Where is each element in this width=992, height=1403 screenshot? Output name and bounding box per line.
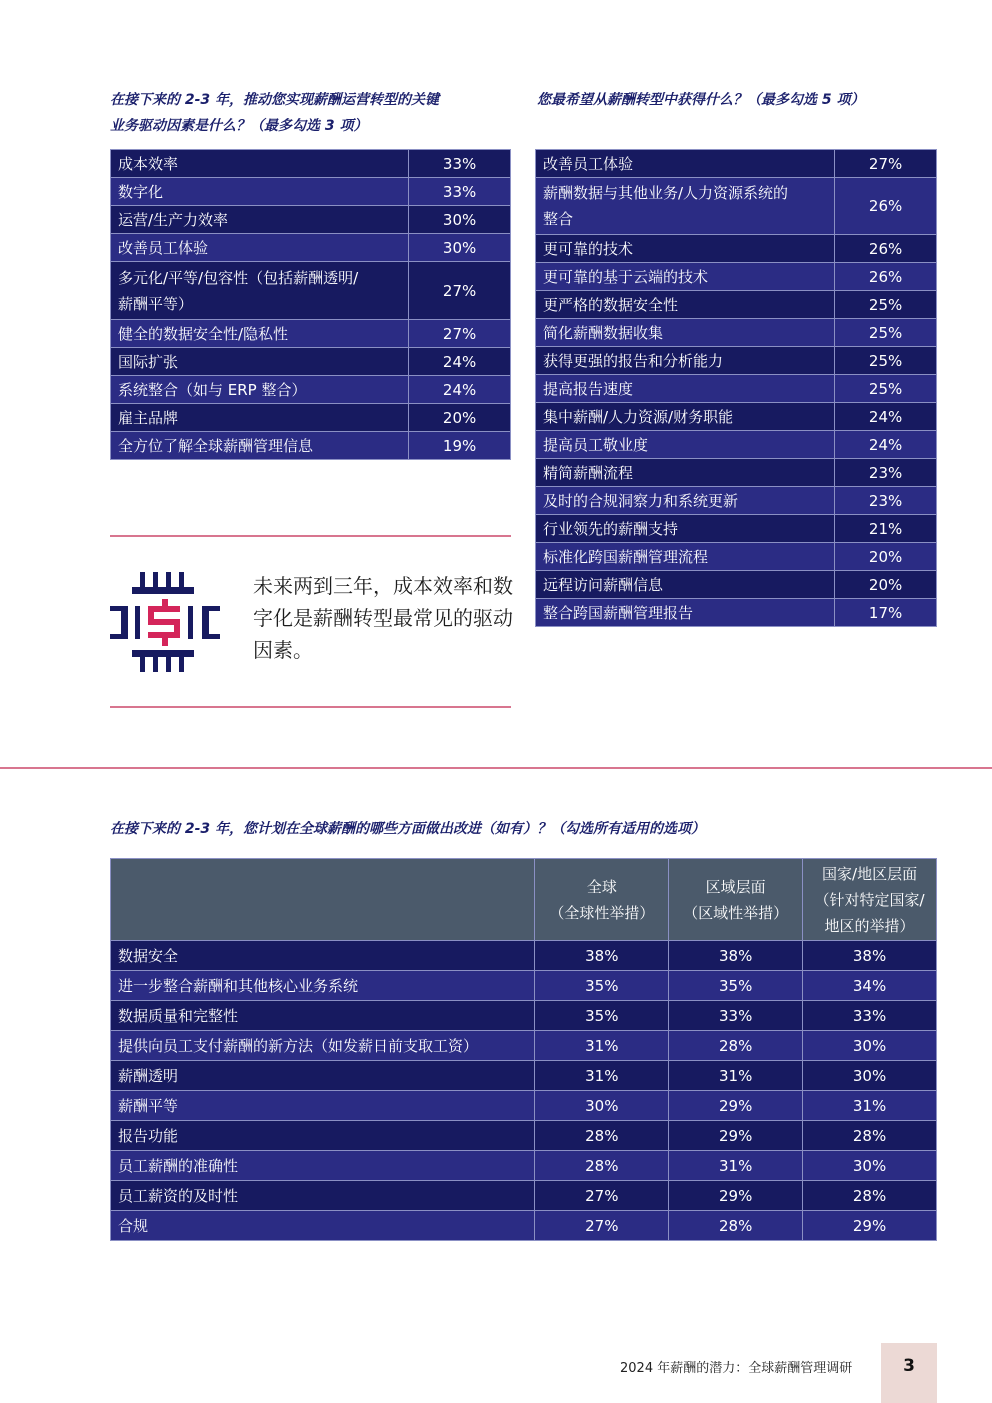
- left-question-table: [110, 149, 511, 460]
- row-label: 运营/生产力效率: [111, 206, 409, 234]
- table-row: [536, 571, 937, 599]
- left-question-title: [110, 87, 510, 139]
- row-value: 27%: [409, 262, 511, 320]
- row-value: 20%: [409, 404, 511, 432]
- row-value: 20%: [835, 571, 937, 599]
- row-label: 数字化: [111, 178, 409, 206]
- row-value: 31%: [669, 1061, 803, 1091]
- row-value: 24%: [409, 376, 511, 404]
- row-label: [111, 262, 409, 320]
- table-row: [111, 1151, 937, 1181]
- row-value: 30%: [803, 1031, 937, 1061]
- table-row: [111, 1211, 937, 1241]
- row-label: 改善员工体验: [111, 234, 409, 262]
- row-label-line1: 薪酬数据与其他业务/人力资源系统的: [543, 184, 789, 202]
- row-value: 31%: [669, 1151, 803, 1181]
- header-global: 全球 （全球性举措）: [535, 859, 669, 941]
- table-row: [111, 234, 511, 262]
- table-row: [536, 431, 937, 459]
- table-row: [536, 543, 937, 571]
- table-row: [111, 348, 511, 376]
- row-value: 23%: [835, 487, 937, 515]
- right-question-title: 您最希望从薪酬转型中获得什么？（最多勾选 5 项）: [537, 92, 865, 108]
- table-row: [536, 515, 937, 543]
- row-value: 28%: [803, 1121, 937, 1151]
- row-label: 国际扩张: [111, 348, 409, 376]
- table-row: [536, 403, 937, 431]
- table-row: [536, 487, 937, 515]
- row-value: 33%: [409, 150, 511, 178]
- table-row: [111, 262, 511, 320]
- row-label: 全方位了解全球薪酬管理信息: [111, 432, 409, 460]
- row-label: 获得更强的报告和分析能力: [536, 347, 835, 375]
- table-row: [111, 404, 511, 432]
- row-label: 合规: [111, 1211, 535, 1241]
- dollar-chip-icon: [110, 570, 222, 674]
- row-label: 标准化跨国薪酬管理流程: [536, 543, 835, 571]
- row-value: 25%: [835, 375, 937, 403]
- row-value: 25%: [835, 319, 937, 347]
- row-value: 30%: [803, 1061, 937, 1091]
- bottom-question-title: 在接下来的 2-3 年，您计划在全球薪酬的哪些方面做出改进（如有）？（勾选所有适用的选项）: [110, 821, 706, 837]
- row-value: 35%: [535, 971, 669, 1001]
- row-value: 35%: [535, 1001, 669, 1031]
- row-label: 系统整合（如与 ERP 整合）: [111, 376, 409, 404]
- row-label: 行业领先的薪酬支持: [536, 515, 835, 543]
- table-row: [536, 178, 937, 235]
- row-value: 33%: [803, 1001, 937, 1031]
- row-value: 25%: [835, 291, 937, 319]
- row-value: 28%: [669, 1211, 803, 1241]
- row-label: 更可靠的技术: [536, 235, 835, 263]
- left-question-title-line1: 在接下来的 2-3 年，推动您实现薪酬运营转型的关键: [110, 92, 440, 108]
- row-label: 薪酬平等: [111, 1091, 535, 1121]
- table-row: [111, 1061, 937, 1091]
- row-value: 30%: [535, 1091, 669, 1121]
- header-empty: [111, 859, 535, 941]
- row-label: 精简薪酬流程: [536, 459, 835, 487]
- table-row: [111, 1121, 937, 1151]
- table-row: [111, 376, 511, 404]
- row-value: 30%: [409, 206, 511, 234]
- row-value: 25%: [835, 347, 937, 375]
- row-label: 及时的合规洞察力和系统更新: [536, 487, 835, 515]
- row-value: 27%: [535, 1181, 669, 1211]
- row-value: 38%: [535, 941, 669, 971]
- row-value: 27%: [409, 320, 511, 348]
- row-value: 27%: [835, 150, 937, 178]
- table-row: [536, 375, 937, 403]
- row-value: 28%: [535, 1151, 669, 1181]
- row-value: 26%: [835, 263, 937, 291]
- row-label: 雇主品牌: [111, 404, 409, 432]
- row-value: 24%: [409, 348, 511, 376]
- row-value: 35%: [669, 971, 803, 1001]
- row-label: [536, 178, 835, 235]
- table-row: [111, 1031, 937, 1061]
- row-value: 24%: [835, 431, 937, 459]
- row-label: 数据安全: [111, 941, 535, 971]
- row-label: 进一步整合薪酬和其他核心业务系统: [111, 971, 535, 1001]
- header-country: 国家/地区层面 （针对特定国家/ 地区的举措）: [803, 859, 937, 941]
- row-value: 38%: [803, 941, 937, 971]
- row-value: 24%: [835, 403, 937, 431]
- row-value: 31%: [535, 1061, 669, 1091]
- table-row: [536, 291, 937, 319]
- row-value: 29%: [669, 1121, 803, 1151]
- row-value: 27%: [535, 1211, 669, 1241]
- row-value: 30%: [409, 234, 511, 262]
- table-row: [111, 1181, 937, 1211]
- left-question-title-line2: 业务驱动因素是什么？（最多勾选 3 项）: [110, 118, 368, 134]
- page-number: 3: [881, 1343, 937, 1403]
- callout-top-rule: [110, 535, 511, 537]
- row-value: 21%: [835, 515, 937, 543]
- table-row: [111, 206, 511, 234]
- row-label: 报告功能: [111, 1121, 535, 1151]
- row-value: 17%: [835, 599, 937, 627]
- row-value: 31%: [535, 1031, 669, 1061]
- row-label: 改善员工体验: [536, 150, 835, 178]
- row-value: 30%: [803, 1151, 937, 1181]
- row-label: 薪酬透明: [111, 1061, 535, 1091]
- table-row: [111, 432, 511, 460]
- footer-title: 2024 年薪酬的潜力：全球薪酬管理调研: [620, 1361, 853, 1376]
- row-label: 集中薪酬/人力资源/财务职能: [536, 403, 835, 431]
- row-value: 19%: [409, 432, 511, 460]
- row-value: 29%: [669, 1091, 803, 1121]
- row-value: 23%: [835, 459, 937, 487]
- row-value: 28%: [803, 1181, 937, 1211]
- table-row: [111, 178, 511, 206]
- row-label: 简化薪酬数据收集: [536, 319, 835, 347]
- row-label: 员工薪资的及时性: [111, 1181, 535, 1211]
- table-row: [536, 263, 937, 291]
- bottom-question-table: [110, 858, 937, 1241]
- table-row: [536, 235, 937, 263]
- table-row: [111, 941, 937, 971]
- row-label: 员工薪酬的准确性: [111, 1151, 535, 1181]
- row-label: 提高员工敬业度: [536, 431, 835, 459]
- table-row: [536, 150, 937, 178]
- right-question-table: [535, 149, 937, 627]
- row-label-line1: 多元化/平等/包容性（包括薪酬透明/: [118, 268, 359, 287]
- row-value: 28%: [669, 1031, 803, 1061]
- table-row: [111, 320, 511, 348]
- callout-bottom-rule: [110, 706, 511, 708]
- row-value: 33%: [669, 1001, 803, 1031]
- row-label-line2: 薪酬平等）: [118, 294, 194, 313]
- row-value: 34%: [803, 971, 937, 1001]
- row-label: 健全的数据安全性/隐私性: [111, 320, 409, 348]
- table-row: [536, 459, 937, 487]
- row-label: 更严格的数据安全性: [536, 291, 835, 319]
- header-regional: 区域层面 （区域性举措）: [669, 859, 803, 941]
- row-label: 提高报告速度: [536, 375, 835, 403]
- row-value: 20%: [835, 543, 937, 571]
- row-label: 数据质量和完整性: [111, 1001, 535, 1031]
- row-label: 更可靠的基于云端的技术: [536, 263, 835, 291]
- row-value: 28%: [535, 1121, 669, 1151]
- row-value: 33%: [409, 178, 511, 206]
- table-header-row: [111, 859, 937, 941]
- row-value: 26%: [835, 235, 937, 263]
- row-value: 26%: [835, 178, 937, 235]
- row-value: 29%: [669, 1181, 803, 1211]
- row-value: 38%: [669, 941, 803, 971]
- table-row: [111, 150, 511, 178]
- row-value: 29%: [803, 1211, 937, 1241]
- row-label-line2: 整合: [543, 210, 574, 228]
- callout-text: 未来两到三年，成本效率和数字化是薪酬转型最常见的驱动因素。: [253, 574, 513, 662]
- table-row: [111, 971, 937, 1001]
- table-row: [111, 1091, 937, 1121]
- section-divider: [0, 767, 992, 769]
- row-label: 提供向员工支付薪酬的新方法（如发薪日前支取工资）: [111, 1031, 535, 1061]
- row-value: 31%: [803, 1091, 937, 1121]
- row-label: 整合跨国薪酬管理报告: [536, 599, 835, 627]
- table-row: [111, 1001, 937, 1031]
- table-row: [536, 347, 937, 375]
- row-label: 远程访问薪酬信息: [536, 571, 835, 599]
- table-row: [536, 599, 937, 627]
- table-row: [536, 319, 937, 347]
- row-label: 成本效率: [111, 150, 409, 178]
